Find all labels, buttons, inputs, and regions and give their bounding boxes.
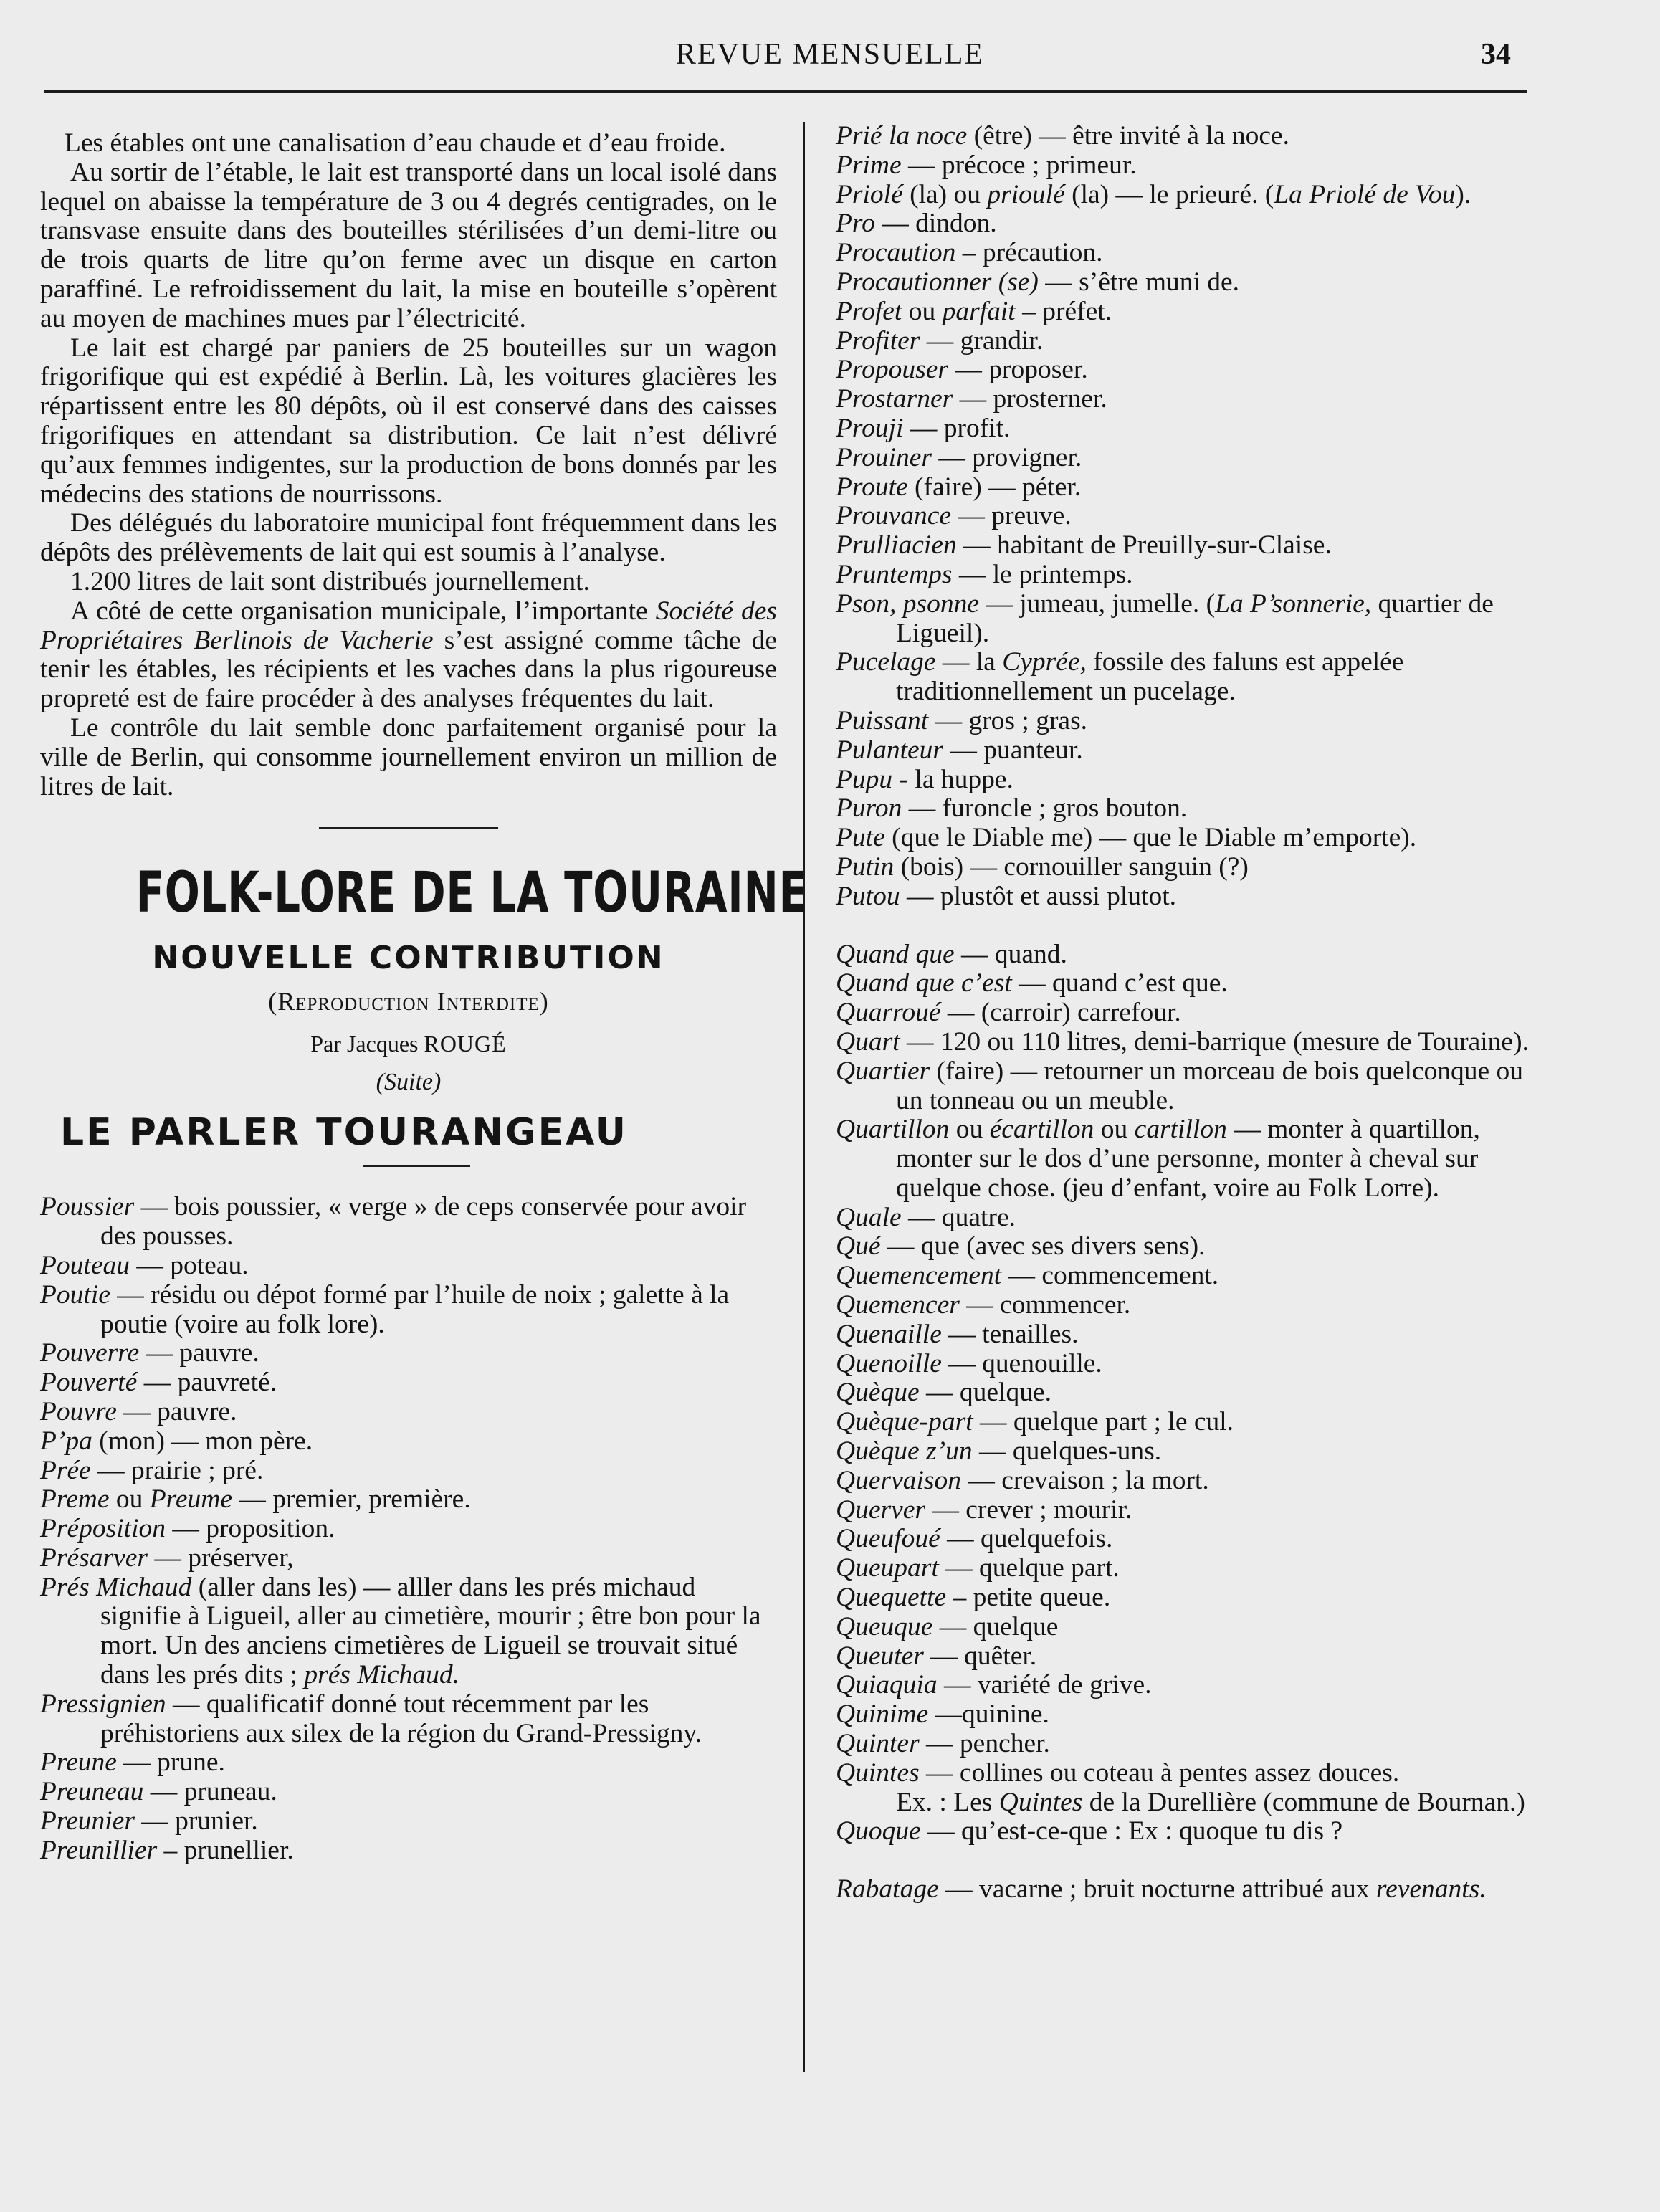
glossary-term: Quequette: [836, 1583, 947, 1613]
glossary-term: Preune: [40, 1748, 117, 1778]
glossary-term: Prouji: [836, 413, 904, 443]
glossary-term: Qué: [836, 1231, 881, 1262]
glossary-term: Proute: [836, 472, 908, 502]
glossary-entry: [836, 122, 1552, 151]
glossary-entry: [836, 151, 1552, 181]
glossary-definition: ou: [902, 296, 943, 326]
glossary-entry: [836, 1583, 1552, 1613]
glossary-entry: [40, 1427, 777, 1457]
example-text: de la Durellière (commune de Bournan.): [1082, 1787, 1525, 1817]
glossary-definition: — collines ou coteau à pentes assez douces.: [919, 1758, 1400, 1788]
column-rule: [803, 122, 805, 2072]
glossary-definition: — préserver,: [147, 1543, 294, 1573]
glossary-term: Preuneau: [40, 1777, 144, 1807]
glossary-entry: [40, 1457, 777, 1486]
glossary-definition: ).: [1455, 179, 1471, 209]
glossary-definition: — crevaison ; la mort.: [960, 1465, 1209, 1495]
glossary-term: Quarroué: [836, 998, 941, 1028]
glossary-term: Prouiner: [836, 442, 932, 472]
glossary-entry: [836, 181, 1552, 210]
glossary-definition: — (carroir) carrefour.: [940, 998, 1181, 1028]
glossary-entry: [40, 1398, 777, 1427]
glossary-entry: [40, 1544, 777, 1573]
glossary-term: Prime: [836, 150, 902, 180]
paragraph: Le contrôle du lait semble donc parfaitement organisé pour la ville de Berlin, qui consomme journellement environ un million de litres de lait.: [40, 712, 777, 801]
glossary-definition: (mon) — mon père.: [92, 1426, 313, 1456]
glossary-term: Queuque: [836, 1611, 933, 1641]
glossary-term: Puron: [836, 793, 902, 824]
glossary-definition: — dindon.: [874, 209, 997, 239]
glossary-term: Poussier: [40, 1192, 135, 1222]
glossary-definition: — preuve.: [951, 501, 1072, 531]
glossary-entry: [40, 1836, 777, 1866]
glossary-definition: — pruneau.: [143, 1777, 277, 1807]
byline-author: ROUGÉ: [424, 1031, 507, 1057]
glossary-definition: — quand c’est que.: [1011, 968, 1228, 998]
glossary-entry: [836, 1232, 1552, 1262]
glossary-entry: [836, 385, 1552, 414]
glossary-definition: (faire) — péter.: [907, 472, 1082, 502]
glossary-entry: [836, 1203, 1552, 1233]
left-column: [40, 128, 808, 1866]
glossary-definition: — proposer.: [948, 355, 1088, 385]
glossary-definition: — qualificatif donné tout récemment par les préhistoriens aux silex de la région du Grand-Pressigny.: [100, 1689, 702, 1748]
glossary-entry: [836, 1613, 1552, 1642]
glossary-term: Quart: [836, 1026, 900, 1057]
glossary-entry: [40, 1778, 777, 1807]
glossary-entry: [40, 1807, 777, 1836]
glossary-entry: [836, 268, 1552, 297]
glossary-term: Quartillon: [836, 1115, 950, 1145]
glossary-term: Quinter: [836, 1729, 920, 1759]
glossary-term: Pressignien: [40, 1689, 166, 1719]
glossary-entry: [836, 473, 1552, 502]
glossary-term: Poutie: [40, 1279, 110, 1310]
glossary-definition: — variété de grive.: [937, 1670, 1152, 1700]
glossary-term: Pruntemps: [836, 559, 953, 589]
paragraph-text: s’est assigné comme tâche de tenir les étables, les récipients et les vaches dans la plus rigoureuse propreté est de faire procéder à des analyses fréquentes du lait.: [40, 625, 777, 714]
article-subtitle: NOUVELLE CONTRIBUTION: [152, 940, 665, 977]
glossary-definition: — prune.: [116, 1748, 225, 1778]
glossary-entry: [836, 1057, 1552, 1116]
glossary-definition: ou: [109, 1484, 150, 1515]
glossary-entry: [836, 444, 1552, 473]
glossary-entry: [836, 590, 1552, 649]
glossary-entry: [836, 1525, 1552, 1554]
entry-gap: [836, 912, 1552, 940]
byline-prefix: Par Jacques: [310, 1031, 419, 1057]
glossary-entry: [40, 1485, 777, 1515]
paragraph-text: A côté de cette organisation municipale, l’importante: [70, 596, 656, 626]
paragraph: Au sortir de l’étable, le lait est transporté dans un local isolé dans lequel on abaisse la température de 3 ou 4 degrés centigrades, on le transvase ensuite dans des bouteilles stérilisées d’un demi-litre ou de trois quarts de litre qu’on ferme avec un disque en carton paraffiné. Le refroidissement du lait, la mise en bouteille s’opèrent au moyen de machines mues par l’électricité.: [40, 157, 777, 333]
glossary-term: Profet: [836, 296, 902, 326]
glossary-entry: [836, 853, 1552, 882]
glossary-term: Pouteau: [40, 1250, 130, 1280]
glossary-entry: [836, 1115, 1552, 1203]
glossary-definition: — habitant de Preuilly-sur-Claise.: [956, 530, 1332, 561]
glossary-term: Queupart: [836, 1553, 939, 1583]
paragraph-with-society: [40, 597, 777, 714]
glossary-term: Pupu: [836, 764, 893, 794]
glossary-definition: — prairie ; pré.: [90, 1455, 264, 1485]
glossary-term: écartillon: [989, 1115, 1094, 1145]
glossary-entry: [836, 561, 1552, 590]
glossary-definition: — s’être muni de.: [1038, 267, 1240, 297]
glossary-entry: [836, 794, 1552, 824]
glossary-definition: — quelques-uns.: [972, 1436, 1162, 1467]
glossary-entry: [836, 327, 1552, 356]
glossary-entry: [836, 1262, 1552, 1291]
glossary-entry: [836, 736, 1552, 766]
glossary-definition: — monter à quartillon, monter sur le dos d’une personne, monter à cheval sur quelque chose. (jeu d’enfant, voire au Folk Lorre).: [896, 1115, 1480, 1203]
glossary-term: Quand que c’est: [836, 968, 1012, 998]
glossary-entry: [836, 1320, 1552, 1350]
glossary-entry: [836, 502, 1552, 531]
glossary-definition: - la huppe.: [892, 764, 1013, 794]
glossary-definition: — proposition.: [166, 1514, 335, 1544]
glossary-term: Profiter: [836, 325, 920, 356]
glossary-entry: [40, 1515, 777, 1544]
glossary-term: Putin: [836, 852, 895, 882]
glossary-definition: quartier de Ligueil).: [896, 588, 1494, 648]
glossary-definition: – préfet.: [1015, 296, 1112, 326]
glossary-term: Preunillier: [40, 1835, 158, 1865]
glossary-entry: [836, 1350, 1552, 1379]
glossary-entry: [836, 414, 1552, 444]
glossary-entry: [836, 356, 1552, 385]
header-rule: [44, 90, 1527, 93]
article-title: FOLK-LORE DE LA TOURAINE: [135, 861, 808, 926]
glossary-definition: — pauvre.: [116, 1396, 237, 1426]
glossary-entry: [40, 1281, 777, 1340]
glossary-entry: [836, 707, 1552, 736]
glossary-definition: — précoce ; primeur.: [901, 150, 1137, 180]
glossary-term: Putou: [836, 881, 900, 911]
entry-gap: [836, 1846, 1552, 1875]
glossary-entry: [836, 1730, 1552, 1759]
section-divider: [319, 827, 498, 829]
glossary-term: Queuter: [836, 1641, 924, 1671]
glossary-entry: [836, 1028, 1552, 1057]
glossary-entry: [836, 882, 1552, 912]
glossary-definition: — la: [935, 647, 1003, 677]
glossary-definition: (être) — être invité à la noce.: [967, 121, 1290, 151]
glossary-term: Prié la noce: [836, 121, 968, 151]
glossary-term: Quemencement: [836, 1261, 1002, 1291]
glossary-definition: — quelque part.: [938, 1553, 1120, 1583]
glossary-definition: — quatre.: [901, 1202, 1016, 1232]
running-title: REVUE MENSUELLE: [675, 38, 985, 71]
glossary-term: Procautionner (se): [836, 267, 1039, 297]
glossary-definition: — crever ; mourir.: [925, 1494, 1132, 1525]
glossary-definition: (que le Diable me) — que le Diable m’emporte).: [884, 823, 1417, 853]
glossary-definition: — prunier.: [134, 1806, 258, 1836]
glossary-definition: — provigner.: [932, 442, 1082, 472]
glossary-definition: — qu’est-ce-que : Ex : quoque tu dis ?: [920, 1816, 1343, 1846]
glossary-definition: — gros ; gras.: [928, 705, 1088, 735]
glossary-term: La Priolé de Vou: [1274, 179, 1456, 209]
glossary-term: Preunier: [40, 1806, 135, 1836]
glossary-entry: [836, 1467, 1552, 1496]
glossary-entry: [836, 1759, 1552, 1788]
glossary-term: Pouverté: [40, 1368, 138, 1398]
glossary-definition: — quelque.: [919, 1378, 1051, 1408]
glossary-entry: [836, 531, 1552, 561]
glossary-term: Quèque-part: [836, 1407, 973, 1437]
glossary-definition: (la) — le prieuré. (: [1064, 179, 1274, 209]
glossary-list-right: [836, 122, 1552, 1904]
glossary-term: Pouverre: [40, 1338, 140, 1368]
glossary-definition: — plustôt et aussi plutot.: [900, 881, 1176, 911]
glossary-definition: (la) ou: [902, 179, 988, 209]
glossary-definition: (bois) — cornouiller sanguin (?): [894, 852, 1249, 882]
glossary-term: Quervaison: [836, 1465, 961, 1495]
glossary-term: Quèque: [836, 1378, 920, 1408]
glossary-term: Quale: [836, 1202, 902, 1232]
glossary-definition: — grandir.: [920, 325, 1044, 356]
glossary-term: Pro: [836, 209, 875, 239]
glossary-definition: — quenouille.: [941, 1348, 1102, 1378]
glossary-definition: — bois poussier, « verge » de ceps conservée pour avoir des pousses.: [100, 1192, 747, 1252]
glossary-definition: ou: [1094, 1115, 1135, 1145]
glossary-definition: — le printemps.: [952, 559, 1133, 589]
glossary-definition: fossile des faluns est appelée traditionnellement un pucelage.: [896, 647, 1404, 707]
glossary-entry: [836, 1378, 1552, 1408]
glossary-definition: — résidu ou dépot formé par l’huile de noix ; galette à la poutie (voire au folk lore).: [100, 1279, 730, 1339]
glossary-term: Preme: [40, 1484, 110, 1515]
glossary-definition: — poteau.: [129, 1250, 249, 1280]
glossary-example: [836, 1788, 1552, 1818]
glossary-term: Quintes: [836, 1758, 920, 1788]
glossary-definition: — pauvreté.: [137, 1368, 277, 1398]
section-title-rule: [363, 1165, 470, 1167]
glossary-definition: — que (avec ses divers sens).: [880, 1231, 1206, 1262]
glossary-definition: ou: [949, 1115, 990, 1145]
glossary-definition: (aller dans les) — alller dans les prés michaud signifie à Ligueil, aller au cimetière, mourir ; être bon pour la mort. Un des anciens cimetières de Ligueil se trouvait situé dans les prés dits ;: [100, 1572, 761, 1690]
glossary-term: Puissant: [836, 705, 929, 735]
glossary-term: Procaution: [836, 238, 956, 268]
glossary-term: Quenaille: [836, 1319, 942, 1349]
glossary-term: Prulliacien: [836, 530, 957, 561]
glossary-term: Prée: [40, 1455, 91, 1485]
glossary-term: Quiaquia: [836, 1670, 938, 1700]
glossary-definition: — commencement.: [1001, 1261, 1219, 1291]
glossary-term: Rabatage: [836, 1874, 939, 1904]
glossary-term: Quenoille: [836, 1348, 942, 1378]
glossary-term: Prés Michaud: [40, 1572, 192, 1602]
glossary-definition: — jumeau, jumelle. (: [979, 588, 1216, 619]
glossary-term: cartillon: [1134, 1115, 1227, 1145]
glossary-term: Quartier: [836, 1056, 930, 1086]
glossary-definition: — commencer.: [959, 1290, 1131, 1320]
glossary-term: Présarver: [40, 1543, 148, 1573]
glossary-entry: [836, 940, 1552, 970]
section-title: LE PARLER TOURANGEAU: [60, 1111, 628, 1155]
glossary-definition: — profit.: [903, 413, 1011, 443]
glossary-definition: — vacarne ; bruit nocturne attribué aux: [938, 1874, 1376, 1904]
glossary-entry: [836, 1700, 1552, 1730]
glossary-entry: [40, 1252, 777, 1281]
glossary-definition: — 120 ou 110 litres, demi-barrique (mesure de Touraine).: [900, 1026, 1529, 1057]
glossary-definition: — prosterner.: [953, 384, 1107, 414]
glossary-entry: [40, 1339, 777, 1368]
paragraph: Le lait est chargé par paniers de 25 bouteilles sur un wagon frigorifique qui est expédié à Berlin. Là, les voitures glacières les répartissent entre les 80 dépôts, où il est conservé dans des caisses frigorifiques en attendant sa distribution. Ce lait n’est délivré qu’aux femmes indigentes, sur la production de bons donnés par les médecins des stations de nourrissons.: [40, 333, 777, 509]
glossary-entry: [40, 1573, 777, 1690]
glossary-term: Quèque z’un: [836, 1436, 973, 1467]
glossary-definition: — pencher.: [919, 1729, 1050, 1759]
paragraph: 1.200 litres de lait sont distribués journellement.: [70, 566, 590, 596]
example-text: Ex. : Les: [896, 1787, 999, 1817]
glossary-term: Quand que: [836, 939, 955, 969]
glossary-term: revenants.: [1375, 1874, 1487, 1904]
glossary-term: Pute: [836, 823, 885, 853]
glossary-term: P’pa: [40, 1426, 92, 1456]
glossary-entry: [836, 969, 1552, 998]
glossary-entry: [836, 297, 1552, 327]
glossary-definition: — quelquefois.: [940, 1524, 1113, 1554]
glossary-entry: [836, 1554, 1552, 1583]
glossary-list-left: [40, 1193, 777, 1865]
society-name: Société des Propriétaires Berlinois de Vacherie: [40, 596, 777, 655]
glossary-definition: —quinine.: [928, 1699, 1049, 1730]
glossary-entry: [40, 1193, 777, 1252]
glossary-entry: [836, 1875, 1552, 1904]
glossary-entry: [836, 648, 1552, 707]
glossary-entry: [836, 209, 1552, 239]
glossary-term: Quemencer: [836, 1290, 960, 1320]
page-number: 34: [1481, 38, 1511, 71]
glossary-definition: — quelque: [932, 1611, 1059, 1641]
paragraph: Les étables ont une canalisation d’eau chaude et d’eau froide.: [65, 128, 726, 158]
glossary-term: parfait: [942, 296, 1016, 326]
glossary-definition: — quêter.: [923, 1641, 1037, 1671]
glossary-entry: [836, 766, 1552, 795]
glossary-term: prés Michaud.: [304, 1660, 459, 1690]
glossary-definition: – petite queue.: [946, 1583, 1111, 1613]
glossary-entry: [836, 1496, 1552, 1525]
glossary-term: La P’sonnerie,: [1215, 588, 1372, 619]
byline: [40, 1026, 777, 1062]
glossary-term: Pucelage: [836, 647, 936, 677]
glossary-entry: [836, 1437, 1552, 1467]
glossary-term: Prouvance: [836, 501, 952, 531]
glossary-entry: [836, 998, 1552, 1028]
glossary-entry: [836, 239, 1552, 268]
glossary-term: Priolé: [836, 179, 903, 209]
glossary-definition: (faire) — retourner un morceau de bois quelconque ou un tonneau ou un meuble.: [896, 1056, 1524, 1115]
glossary-term: Prostarner: [836, 384, 953, 414]
example-term: Quintes: [998, 1787, 1083, 1817]
glossary-definition: – précaution.: [955, 238, 1103, 268]
glossary-term: Quinime: [836, 1699, 929, 1730]
right-column: [836, 122, 1552, 1904]
glossary-term: Quoque: [836, 1816, 921, 1846]
glossary-entry: [836, 1291, 1552, 1320]
glossary-term: Queufoué: [836, 1524, 940, 1554]
glossary-term: Querver: [836, 1494, 925, 1525]
glossary-term: Préposition: [40, 1514, 166, 1544]
glossary-term: Preume: [149, 1484, 232, 1515]
glossary-term: Pouvre: [40, 1396, 117, 1426]
paragraph: Des délégués du laboratoire municipal font fréquemment dans les dépôts des prélèvements de lait qui est soumis à l’analyse.: [40, 508, 777, 568]
glossary-definition: — tenailles.: [941, 1319, 1079, 1349]
reproduction-notice: (Reproduction Interdite): [268, 987, 549, 1016]
glossary-definition: — quelque part ; le cul.: [973, 1407, 1234, 1437]
glossary-term: Propouser: [836, 355, 948, 385]
glossary-entry: [836, 1408, 1552, 1437]
glossary-entry: [40, 1748, 777, 1778]
glossary-entry: [836, 1817, 1552, 1846]
glossary-term: prioulé: [987, 179, 1065, 209]
glossary-definition: — premier, première.: [232, 1484, 471, 1515]
glossary-entry: [836, 1671, 1552, 1700]
glossary-term: Pulanteur: [836, 735, 943, 765]
glossary-definition: — quand.: [954, 939, 1067, 969]
glossary-term: Pson, psonne: [836, 588, 979, 619]
glossary-definition: — furoncle ; gros bouton.: [902, 793, 1188, 824]
glossary-entry: [40, 1368, 777, 1398]
glossary-definition: — puanteur.: [943, 735, 1083, 765]
glossary-definition: – prunellier.: [157, 1835, 294, 1865]
glossary-term: Cyprée,: [1002, 647, 1087, 677]
glossary-definition: — pauvre.: [139, 1338, 259, 1368]
continuation-note: (Suite): [376, 1069, 442, 1096]
glossary-entry: [836, 1642, 1552, 1672]
glossary-entry: [836, 824, 1552, 853]
glossary-entry: [40, 1690, 777, 1749]
